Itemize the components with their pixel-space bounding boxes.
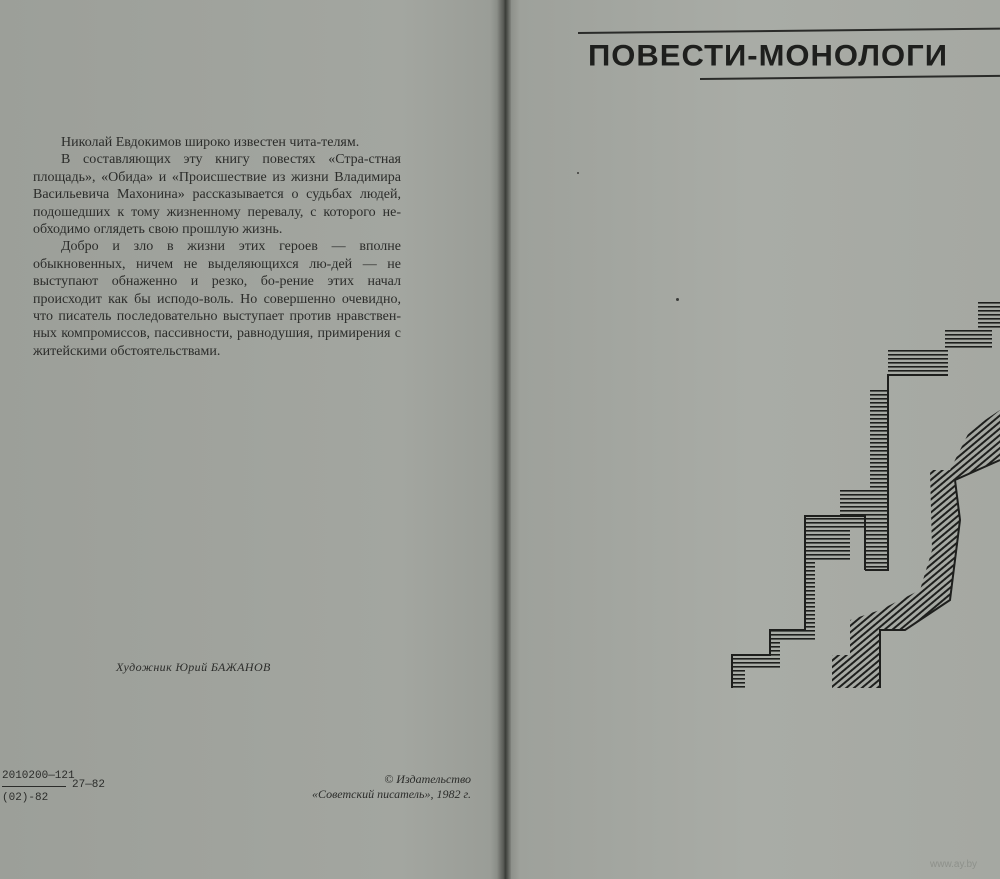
annotation-paragraph-2: В составляющих эту книгу повестях «Стра-стная площадь», «Обида» и «Происшествие из жизни Владимира Васильевича Махонина» рассказывается о судьбах людей, подошедших к тому жизненному перевалу, с которого не-обходимо оглядеть свою прошлую жизнь. [33,152,401,238]
watermark: www.ay.by [930,859,978,870]
print-speck [676,298,679,301]
catalog-code-bottom: (02)-82 [2,792,49,804]
annotation-text [33,134,401,360]
catalog-code-top: 2010200—121 [2,770,75,782]
illustrator-credit: Художник Юрий БАЖАНОВ [116,660,271,674]
annotation-paragraph-3: Добро и зло в жизни этих героев — вполне обыкновенных, ничем не выделяющихся лю-дей — не выступают обнаженно и резко, бо-рение этих начал происходит как бы исподо-воль. Но совершенно очевидно, что писатель последовательно выступает против нравствен-ных компромиссов, пассивности, равнодушия, примирения с житейскими обстоятельствами. [33,239,401,359]
staircase-illustration [720,290,1000,700]
stair-shadow-lower-right [832,410,1000,688]
series-title: ПОВЕСТИ-МОНОЛОГИ [588,38,948,73]
catalog-code-fraction-line [2,786,66,787]
catalog-code-suffix: 27—82 [72,779,106,791]
copyright-line-1: © Издательство [384,772,471,786]
copyright-line-2: «Советский писатель», 1982 г. [312,787,471,801]
copyright-notice [266,772,471,802]
left-page [0,0,498,879]
book-spine [497,0,511,879]
annotation-paragraph-1: Николай Евдокимов широко известен чита-телям. [61,135,360,150]
print-speck [577,172,579,174]
